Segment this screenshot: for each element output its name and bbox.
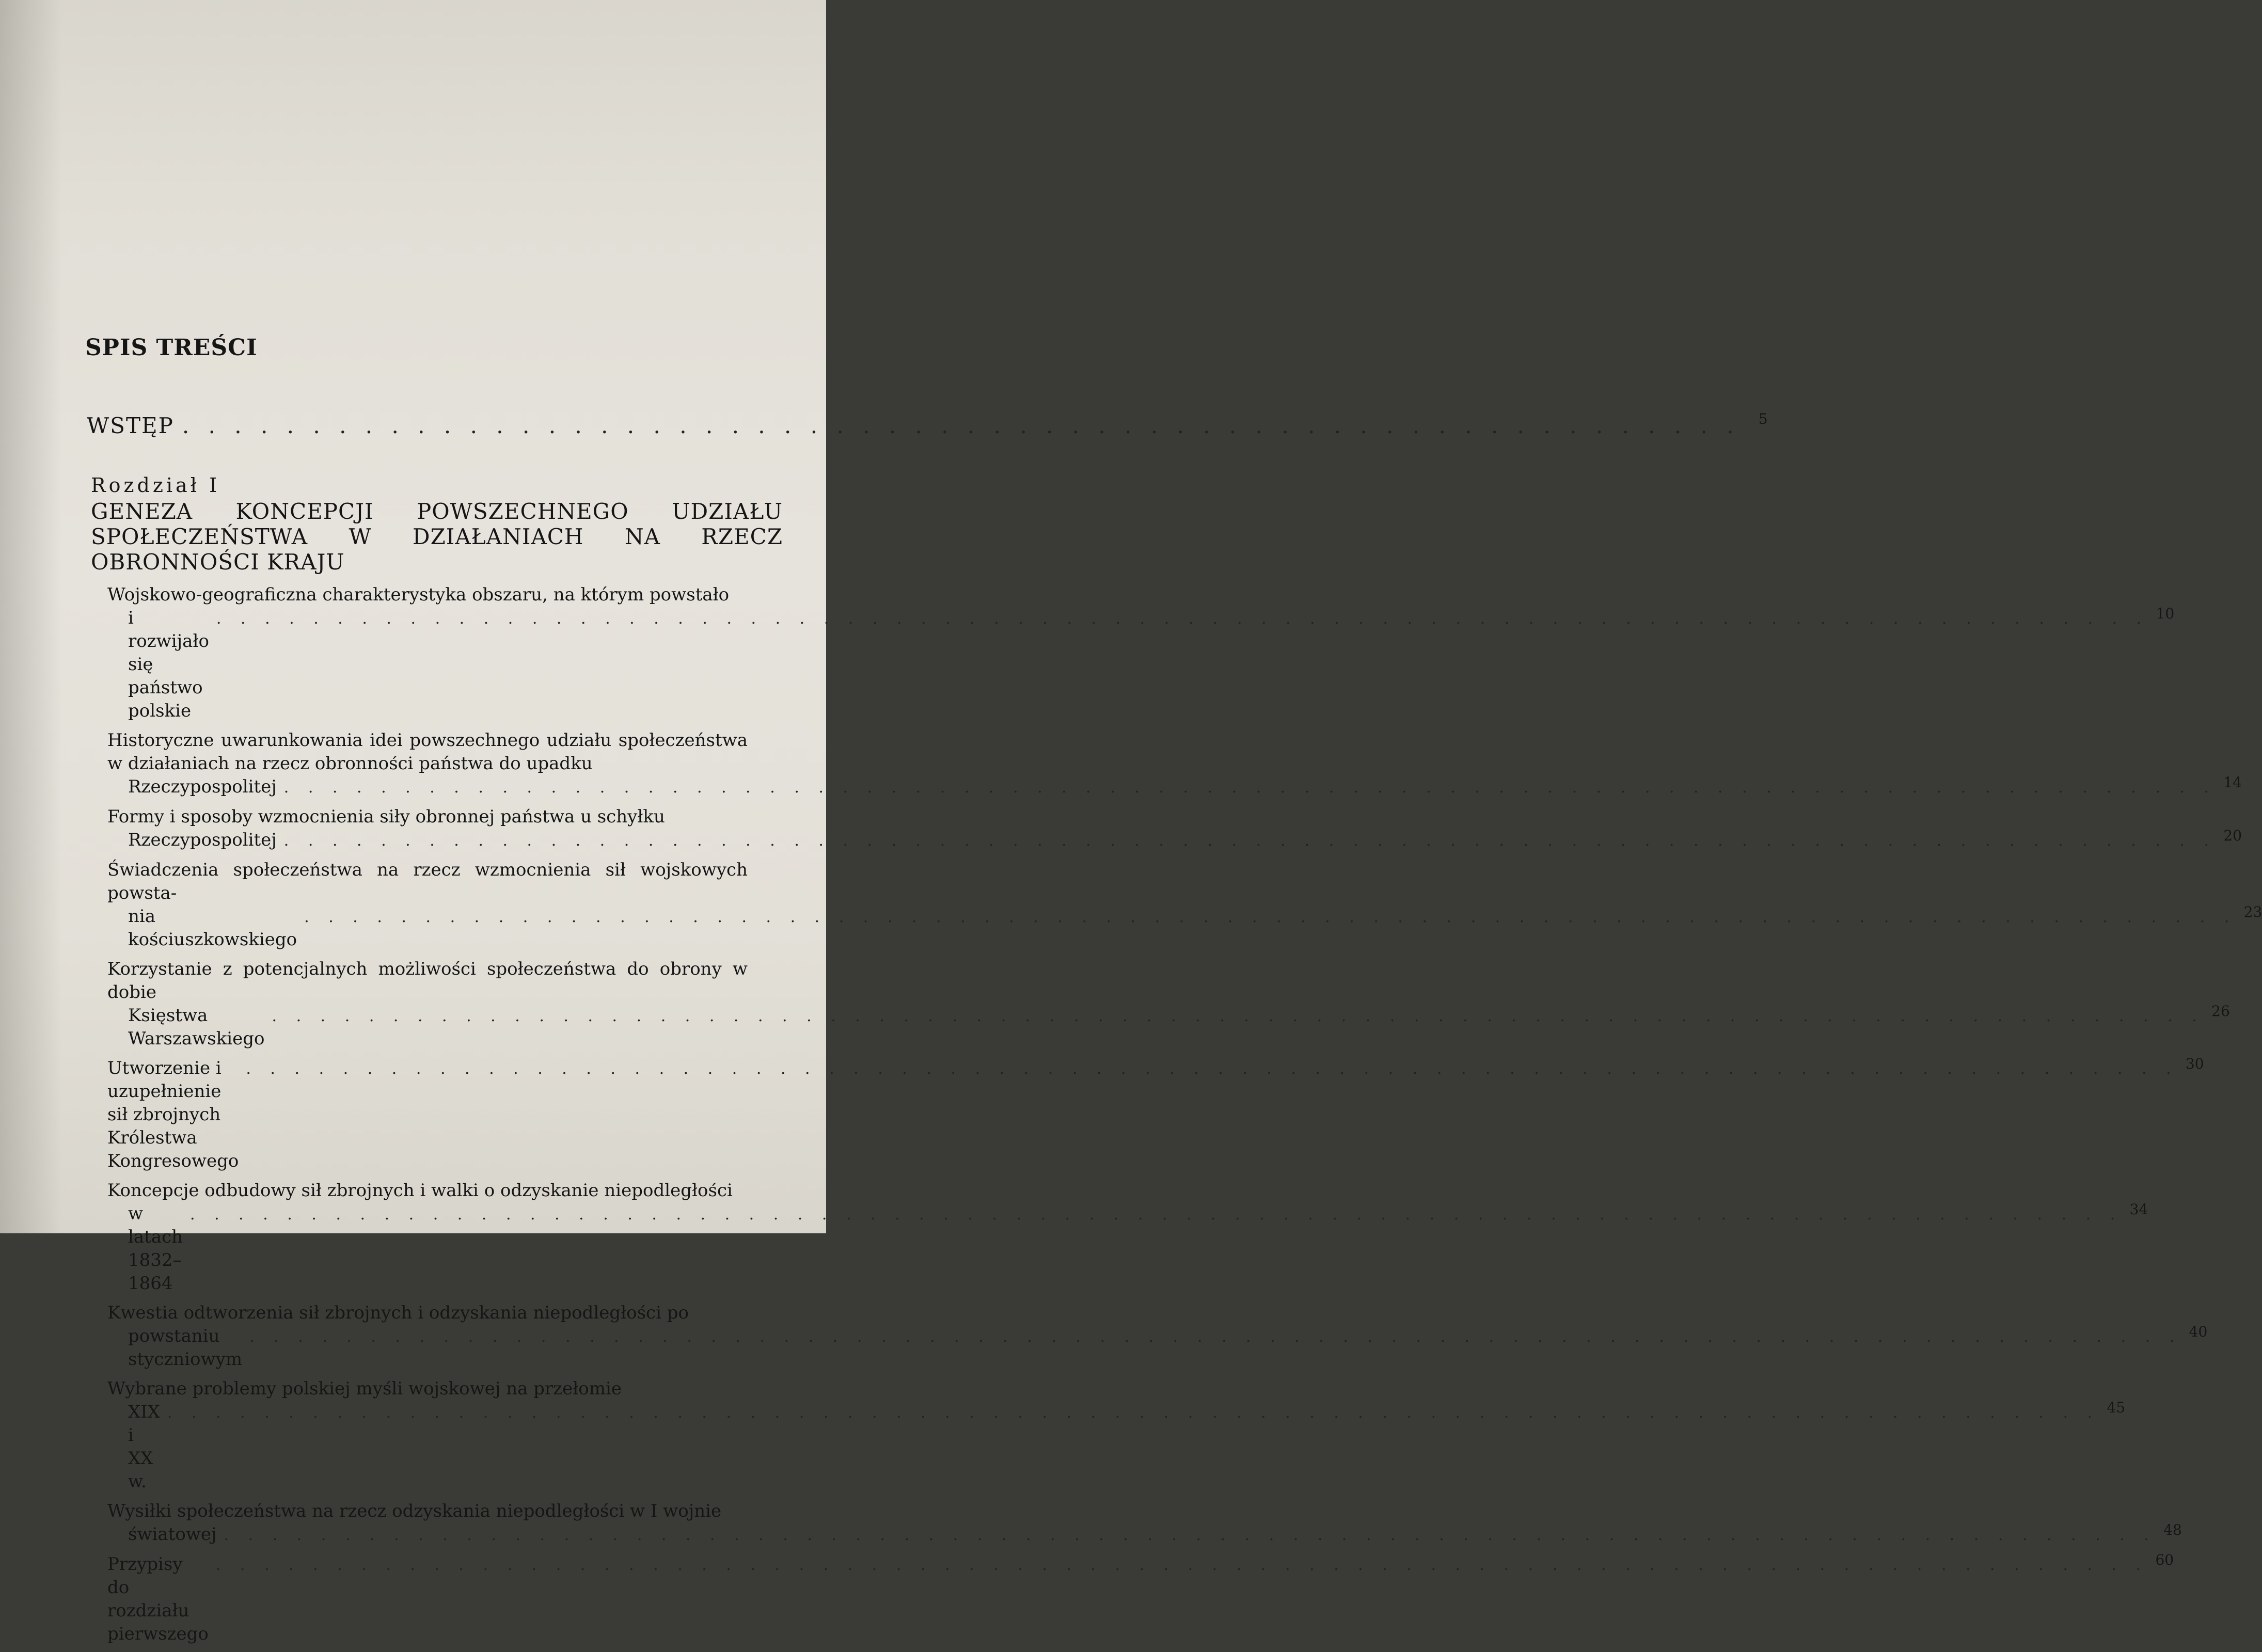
toc-entry-tail: XIX i XX w. (128, 1402, 160, 1492)
leader-dots: . . . . . . . . . . . . . . . . . . . . . . . . . . . . . . . . . . . . . . . . . . . . . . . . . . . . . . . . . . . . . . . . . . . . . . . . . . . . . . . . (216, 610, 2149, 628)
toc-intro-page: 5 (1758, 410, 1768, 427)
leader-dots: . . . . . . . . . . . . . . . . . . . . . . . . . . . . . . . . . . . . . . . . . . . . . . . . . . . . . . . . . . . . . . . . . . . . . . . . . . . . . . . . (224, 1526, 2156, 1544)
toc-entry-page: 40 (2189, 1323, 2208, 1340)
toc-entry-page: 45 (2107, 1399, 2126, 1416)
page-title: SPIS TREŚCI (85, 335, 258, 361)
toc-entries (107, 583, 2262, 1652)
toc-entry-page: 10 (2156, 605, 2175, 622)
toc-entry-page: 48 (2163, 1521, 2182, 1538)
toc-entry-tail: i rozwijało się państwo polskie (128, 608, 209, 721)
toc-entry-line (107, 605, 2175, 723)
toc-entry-tail: nia kościuszkowskiego (128, 906, 297, 950)
toc-entry-page: 34 (2129, 1201, 2148, 1218)
toc-entry-page: 60 (2155, 1551, 2174, 1568)
toc-entry-tail: Rzeczypospolitej (128, 776, 277, 797)
toc-entry (107, 1500, 2182, 1547)
toc-entry-line (107, 827, 2242, 852)
toc-entry (107, 859, 2262, 951)
leader-dots: . . . . . . . . . . . . . . . . . . . . . . . . . . . . . . . . . . . . . . . . . . . . . . . . . . . . . . . . . . . . . . . . . . . . . . . . . . . . . . . . (304, 908, 2237, 926)
toc-entry (107, 1055, 2204, 1173)
leader-dots: . . . . . . . . . . . . . . . . . . . . . . . . . . . . . . . . . . . . . . . . . . . . . . . . . . . . . . . . . . . . . . . . . . . . . . . . . . . . . . . . (283, 779, 2217, 797)
toc-entry-lead: Wybrane problemy polskiej myśli wojskowej na przełomie (107, 1378, 622, 1399)
toc-entry-tail: Rzeczypospolitej (128, 830, 277, 850)
leader-dots: . . . . . . . . . . . . . . . . . . . . . . . . . . . . . . . . . . . . . . . . . . . . . . . . . . . . . . . . . . . . (182, 413, 1740, 438)
toc-entry (107, 805, 2242, 852)
leader-dots: . . . . . . . . . . . . . . . . . . . . . . . . . . . . . . . . . . . . . . . . . . . . . . . . . . . . . . . . . . . . . . . . . . . . . . . . . . . . . . . . (167, 1404, 2100, 1422)
toc-entry-tail: Księstwa Warszawskiego (128, 1005, 265, 1049)
toc-entry-lead: Koncepcje odbudowy sił zbrojnych i walki o odzyskanie niepodległości (107, 1180, 733, 1201)
toc-entry-page: 30 (2185, 1055, 2204, 1072)
toc-entry-page: 20 (2223, 827, 2242, 844)
toc-entry (107, 1179, 2148, 1295)
toc-entry-line (107, 1201, 2148, 1295)
chapter-title: GENEZA KONCEPCJI POWSZECHNEGO UDZIAŁU SPOŁECZEŃSTWA W DZIAŁANIACH NA RZECZ OBRONNOŚCI KRAJU (91, 499, 783, 575)
toc-entry-page: 23 (2243, 903, 2262, 920)
toc-entry-lead: Historyczne uwarunkowania idei powszechnego udziału społeczeństwa w działaniach na rzecz obronności państwa do upadku (107, 730, 748, 774)
toc-entry-tail: Przypisy do rozdziału pierwszego (107, 1554, 209, 1644)
toc-entry-line (107, 1551, 2174, 1646)
toc-entry (107, 729, 2242, 799)
toc-entry-line (107, 1055, 2204, 1173)
leader-dots: . . . . . . . . . . . . . . . . . . . . . . . . . . . . . . . . . . . . . . . . . . . . . . . . . . . . . . . . . . . . . . . . . . . . . . . . . . . . . . . . (249, 1328, 2182, 1346)
toc-entry-line (107, 774, 2242, 799)
leader-dots: . . . . . . . . . . . . . . . . . . . . . . . . . . . . . . . . . . . . . . . . . . . . . . . . . . . . . . . . . . . . . . . . . . . . . . . . . . . . . . . . (272, 1007, 2204, 1025)
toc-entry (107, 1377, 2126, 1494)
toc-entry-tail: powstaniu styczniowym (128, 1326, 243, 1370)
toc-entry-page: 14 (2223, 774, 2242, 791)
toc-entry (107, 1301, 2208, 1371)
toc-entry-line (107, 1521, 2182, 1547)
toc-entry-line (107, 903, 2262, 951)
page-shadow (0, 0, 62, 1233)
toc-entry-tail: w latach 1832–1864 (128, 1203, 183, 1294)
leader-dots: . . . . . . . . . . . . . . . . . . . . . . . . . . . . . . . . . . . . . . . . . . . . . . . . . . . . . . . . . . . . . . . . . . . . . . . . . . . . . . . . (246, 1060, 2178, 1078)
toc-entry-tail: światowej (128, 1524, 217, 1545)
toc-entry-lead: Korzystanie z potencjalnych możliwości społeczeństwa do obrony w dobie (107, 959, 748, 1003)
chapter-label: Rozdział I (91, 474, 220, 497)
toc-entry (107, 583, 2175, 723)
toc-entry-line (107, 1003, 2230, 1051)
toc-entry-lead: Formy i sposoby wzmocnienia siły obronnej państwa u schyłku (107, 806, 665, 827)
toc-intro-row (87, 410, 1768, 438)
toc-entry-page: 26 (2211, 1003, 2230, 1020)
toc-entry-tail: Utworzenie i uzupełnienie sił zbrojnych Królestwa Kongresowego (107, 1058, 239, 1171)
leader-dots: . . . . . . . . . . . . . . . . . . . . . . . . . . . . . . . . . . . . . . . . . . . . . . . . . . . . . . . . . . . . . . . . . . . . . . . . . . . . . . . . (283, 832, 2217, 850)
leader-dots: . . . . . . . . . . . . . . . . . . . . . . . . . . . . . . . . . . . . . . . . . . . . . . . . . . . . . . . . . . . . . . . . . . . . . . . . . . . . . . . . (190, 1205, 2123, 1224)
toc-entry (107, 1551, 2174, 1646)
toc-entry-lead: Wojskowo-geograficzna charakterystyka obszaru, na którym powstało (107, 584, 730, 605)
toc-entry-line (107, 1323, 2208, 1371)
toc-entry (107, 958, 2230, 1051)
toc-entry-line (107, 1399, 2126, 1494)
leader-dots: . . . . . . . . . . . . . . . . . . . . . . . . . . . . . . . . . . . . . . . . . . . . . . . . . . . . . . . . . . . . . . . . . . . . . . . . . . . . . . . . (215, 1556, 2148, 1574)
toc-entry-lead: Wysiłki społeczeństwa na rzecz odzyskania niepodległości w I wojnie (107, 1501, 722, 1521)
toc-intro-label: WSTĘP (87, 413, 174, 438)
toc-entry-lead: Świadczenia społeczeństwa na rzecz wzmocnienia sił wojskowych powsta- (107, 860, 748, 903)
toc-entry-lead: Kwestia odtworzenia sił zbrojnych i odzyskania niepodległości po (107, 1302, 689, 1323)
